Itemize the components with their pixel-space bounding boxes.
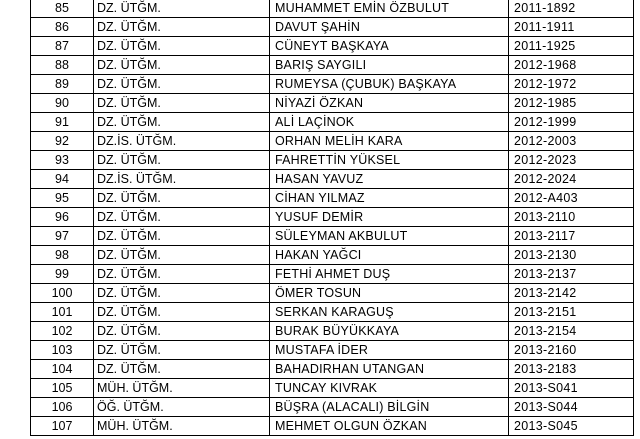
rank-cell: DZ. ÜTĞM. [94,284,270,303]
table-row [31,303,634,322]
full-name-cell: CÜNEYT BAŞKAYA [270,37,509,56]
rank-cell: ÖĞ. ÜTĞM. [94,398,270,417]
table-row [31,113,634,132]
row-number-cell: 96 [31,208,94,227]
table-row [31,170,634,189]
row-number-cell: 94 [31,170,94,189]
registry-number-cell: 2012-1999 [509,113,634,132]
full-name-cell: MEHMET OLGUN ÖZKAN [270,417,509,436]
table-row [31,37,634,56]
rank-cell: DZ. ÜTĞM. [94,208,270,227]
rank-cell: DZ. ÜTĞM. [94,322,270,341]
full-name-cell: ÖMER TOSUN [270,284,509,303]
rank-cell: MÜH. ÜTĞM. [94,417,270,436]
registry-number-cell: 2011-1892 [509,0,634,18]
rank-cell: DZ. ÜTĞM. [94,94,270,113]
table-row [31,18,634,37]
table-row [31,132,634,151]
rank-cell: DZ. ÜTĞM. [94,265,270,284]
table-row [31,94,634,113]
registry-number-cell: 2013-2183 [509,360,634,379]
rank-cell: DZ. ÜTĞM. [94,227,270,246]
full-name-cell: BURAK BÜYÜKKAYA [270,322,509,341]
rank-cell: DZ. ÜTĞM. [94,113,270,132]
registry-number-cell: 2013-2110 [509,208,634,227]
registry-number-cell: 2012-A403 [509,189,634,208]
registry-number-cell: 2013-2117 [509,227,634,246]
table-row [31,284,634,303]
table-row [31,341,634,360]
table-row [31,265,634,284]
table-row [31,379,634,398]
full-name-cell: MUHAMMET EMİN ÖZBULUT [270,0,509,18]
rank-cell: DZ. ÜTĞM. [94,360,270,379]
rank-cell: DZ.İS. ÜTĞM. [94,132,270,151]
table-row [31,227,634,246]
rank-cell: MÜH. ÜTĞM. [94,379,270,398]
full-name-cell: BAHADIRHAN UTANGAN [270,360,509,379]
row-number-cell: 90 [31,94,94,113]
rank-cell: DZ.İS. ÜTĞM. [94,170,270,189]
full-name-cell: SÜLEYMAN AKBULUT [270,227,509,246]
registry-number-cell: 2012-2003 [509,132,634,151]
registry-number-cell: 2012-2024 [509,170,634,189]
personnel-table [30,0,634,436]
full-name-cell: HAKAN YAĞCI [270,246,509,265]
registry-number-cell: 2012-1968 [509,56,634,75]
table-row [31,75,634,94]
rank-cell: DZ. ÜTĞM. [94,18,270,37]
rank-cell: DZ. ÜTĞM. [94,151,270,170]
table-row [31,360,634,379]
full-name-cell: SERKAN KARAGUŞ [270,303,509,322]
table-row [31,189,634,208]
registry-number-cell: 2012-1972 [509,75,634,94]
registry-number-cell: 2013-2151 [509,303,634,322]
registry-number-cell: 2012-2023 [509,151,634,170]
row-number-cell: 88 [31,56,94,75]
row-number-cell: 106 [31,398,94,417]
full-name-cell: BÜŞRA (ALACALI) BİLGİN [270,398,509,417]
row-number-cell: 93 [31,151,94,170]
table-row [31,398,634,417]
registry-number-cell: 2012-1985 [509,94,634,113]
full-name-cell: YUSUF DEMİR [270,208,509,227]
full-name-cell: ORHAN MELİH KARA [270,132,509,151]
row-number-cell: 103 [31,341,94,360]
full-name-cell: ALİ LAÇİNOK [270,113,509,132]
full-name-cell: TUNCAY KIVRAK [270,379,509,398]
registry-number-cell: 2013-S041 [509,379,634,398]
table-row [31,208,634,227]
row-number-cell: 95 [31,189,94,208]
table-row [31,246,634,265]
full-name-cell: DAVUT ŞAHİN [270,18,509,37]
rank-cell: DZ. ÜTĞM. [94,75,270,94]
rank-cell: DZ. ÜTĞM. [94,303,270,322]
registry-number-cell: 2013-2154 [509,322,634,341]
rank-cell: DZ. ÜTĞM. [94,246,270,265]
row-number-cell: 91 [31,113,94,132]
row-number-cell: 101 [31,303,94,322]
row-number-cell: 99 [31,265,94,284]
registry-number-cell: 2013-2137 [509,265,634,284]
rank-cell: DZ. ÜTĞM. [94,56,270,75]
registry-number-cell: 2013-2142 [509,284,634,303]
registry-number-cell: 2013-2130 [509,246,634,265]
registry-number-cell: 2013-S044 [509,398,634,417]
row-number-cell: 107 [31,417,94,436]
rank-cell: DZ. ÜTĞM. [94,37,270,56]
personnel-table-body [31,0,634,436]
row-number-cell: 98 [31,246,94,265]
full-name-cell: MUSTAFA İDER [270,341,509,360]
row-number-cell: 89 [31,75,94,94]
row-number-cell: 102 [31,322,94,341]
full-name-cell: BARIŞ SAYGILI [270,56,509,75]
table-row [31,56,634,75]
registry-number-cell: 2013-2160 [509,341,634,360]
row-number-cell: 104 [31,360,94,379]
row-number-cell: 87 [31,37,94,56]
full-name-cell: RUMEYSA (ÇUBUK) BAŞKAYA [270,75,509,94]
row-number-cell: 97 [31,227,94,246]
row-number-cell: 92 [31,132,94,151]
registry-number-cell: 2013-S045 [509,417,634,436]
rank-cell: DZ. ÜTĞM. [94,0,270,18]
full-name-cell: NİYAZİ ÖZKAN [270,94,509,113]
rank-cell: DZ. ÜTĞM. [94,189,270,208]
full-name-cell: FAHRETTİN YÜKSEL [270,151,509,170]
full-name-cell: CİHAN YILMAZ [270,189,509,208]
row-number-cell: 86 [31,18,94,37]
table-row [31,322,634,341]
table-row [31,151,634,170]
row-number-cell: 100 [31,284,94,303]
full-name-cell: FETHİ AHMET DUŞ [270,265,509,284]
full-name-cell: HASAN YAVUZ [270,170,509,189]
row-number-cell: 85 [31,0,94,18]
table-row [31,417,634,436]
table-row [31,0,634,18]
registry-number-cell: 2011-1925 [509,37,634,56]
row-number-cell: 105 [31,379,94,398]
registry-number-cell: 2011-1911 [509,18,634,37]
rank-cell: DZ. ÜTĞM. [94,341,270,360]
